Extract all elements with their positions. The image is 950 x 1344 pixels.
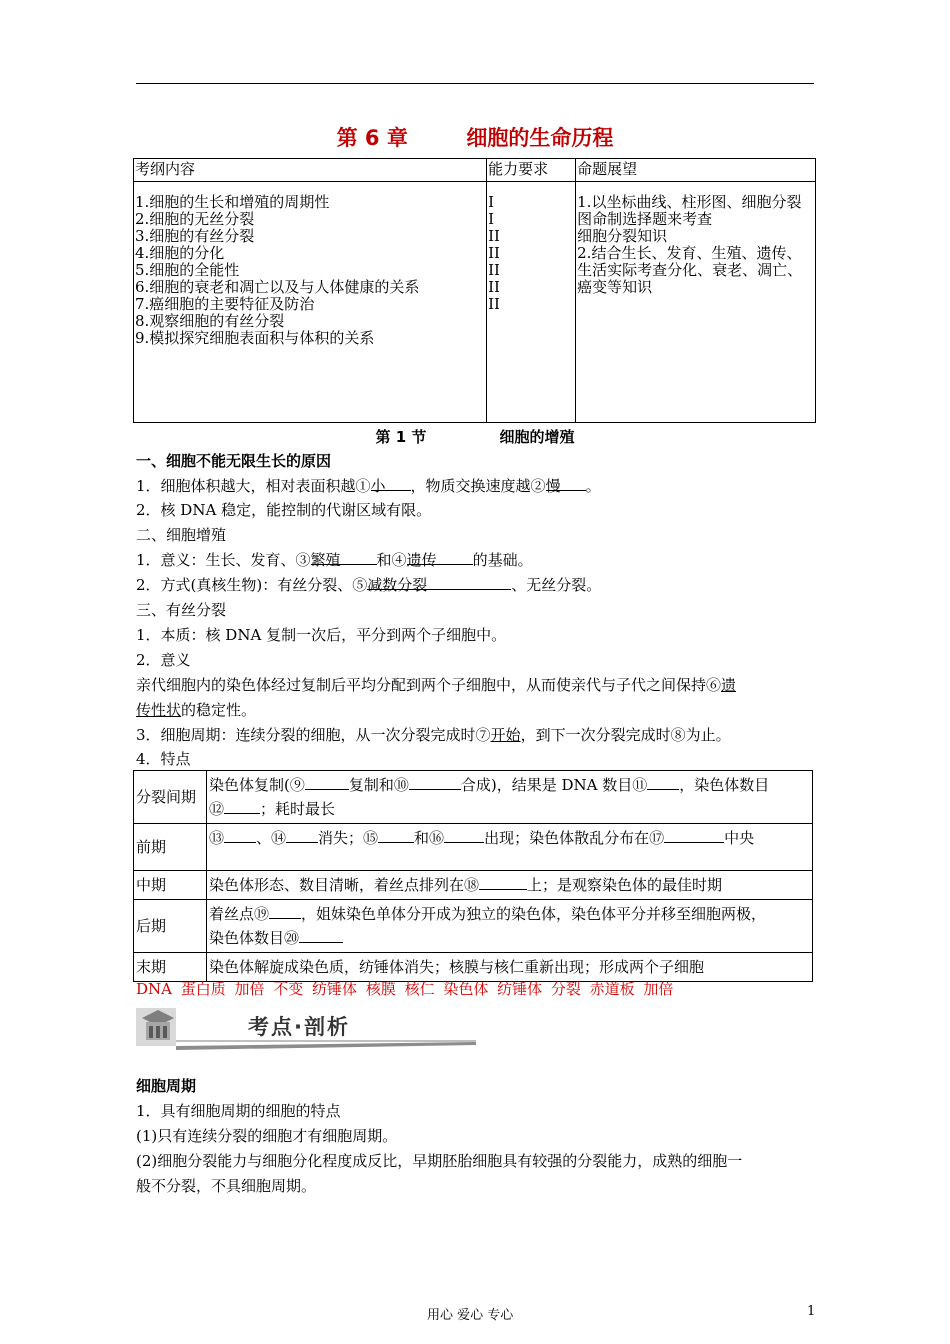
syllabus-item: 4.细胞的分化: [135, 244, 225, 262]
syllabus-item: 9.模拟探究细胞表面积与体积的关系: [135, 329, 375, 347]
answer-blank: 减数分裂: [367, 573, 511, 590]
heading-proliferation: 二、细胞增殖: [136, 526, 227, 544]
heading-growth-limit: 一、细胞不能无限生长的原因: [136, 452, 332, 470]
syllabus-outlook: [576, 182, 816, 423]
outlook-line: 1.以坐标曲线、柱形图、细胞分裂: [577, 193, 802, 211]
chapter-title: 第 6 章 细胞的生命历程: [336, 126, 614, 150]
level-item: I: [488, 193, 495, 211]
mitosis-line-2: 2．意义: [136, 651, 191, 669]
stage-anaphase: 后期: [134, 900, 207, 953]
syllabus-contents: [134, 182, 487, 423]
table-row: [134, 824, 813, 871]
analysis-line-2: (1)只有连续分裂的细胞才有细胞周期。: [136, 1127, 398, 1145]
proliferation-line-1: 1．意义：生长、发育、③繁殖 和④遗传 的基础。: [136, 548, 816, 572]
outlook-line: 细胞分裂知识: [577, 227, 668, 245]
syllabus-item: 5.细胞的全能性: [135, 261, 240, 279]
syllabus-item: 2.细胞的无丝分裂: [135, 210, 255, 228]
outlook-line: 生活实际考查分化、衰老、凋亡、: [577, 261, 803, 279]
syllabus-item: 3.细胞的有丝分裂: [135, 227, 255, 245]
mitosis-line-4: 传性状的稳定性。: [136, 701, 257, 719]
stage-metaphase: 中期: [134, 871, 207, 900]
syllabus-item: 8.观察细胞的有丝分裂: [135, 312, 285, 330]
analysis-line-4: 般不分裂，不具细胞周期。: [136, 1177, 317, 1195]
banner-title: 考点·剖析: [248, 1015, 350, 1039]
syllabus-item: 1.细胞的生长和增殖的周期性: [135, 193, 330, 211]
syllabus-item: 6.细胞的衰老和凋亡以及与人体健康的关系: [135, 278, 420, 296]
heading-mitosis: 三、有丝分裂: [136, 601, 227, 619]
header-rule: [136, 83, 814, 84]
mitosis-line-5: 3．细胞周期：连续分裂的细胞，从一次分裂完成时⑦开始，到下一次分裂完成时⑧为止。: [136, 726, 731, 744]
outlook-line: 癌变等知识: [577, 278, 653, 296]
table-row: [134, 871, 813, 900]
proliferation-line-2: 2．方式(真核生物)：有丝分裂、⑤减数分裂 、无丝分裂。: [136, 573, 816, 597]
stage-prophase: 前期: [134, 824, 207, 871]
page-number: 1: [807, 1304, 816, 1319]
answer-blank: 遗传: [407, 548, 473, 565]
stage-interphase: 分裂间期: [134, 771, 207, 824]
header-ability: 能力要求: [487, 159, 576, 182]
heading-cell-cycle: 细胞周期: [136, 1077, 197, 1095]
outlook-line: 2.结合生长、发育、生殖、遗传、: [577, 244, 802, 262]
table-row: [134, 900, 813, 953]
mitosis-features-table: [133, 770, 813, 982]
section-title: 第 1 节 细胞的增殖: [375, 428, 575, 446]
header-outlook: 命题展望: [576, 159, 816, 182]
header-content: 考纲内容: [134, 159, 487, 182]
table-row: [134, 771, 813, 824]
analysis-line-1: 1．具有细胞周期的细胞的特点: [136, 1102, 341, 1120]
analysis-line-3: (2)细胞分裂能力与细胞分化程度成反比，早期胚胎细胞具有较强的分裂能力，成熟的细胞一: [136, 1152, 743, 1170]
level-item: II: [488, 244, 500, 262]
outlook-line: 图命制选择题来考查: [577, 210, 713, 228]
stage-desc: 染色体复制(⑨ 复制和⑩ 合成)，结果是 DNA 数目⑪ ，染色体数目 ⑫ ；耗时最长: [207, 771, 813, 824]
level-item: II: [488, 295, 500, 313]
footer-slogan: 用心 爱心 专心: [427, 1308, 514, 1323]
answer-blank: 慢: [546, 474, 586, 491]
stage-desc: ⑬ 、⑭ 消失；⑮ 和⑯ 出现；染色体散乱分布在⑰ 中央: [207, 824, 813, 871]
level-item: I: [488, 210, 495, 228]
level-item: II: [488, 227, 500, 245]
stage-desc: 染色体解旋成染色质，纺锤体消失；核膜与核仁重新出现；形成两个子细胞: [207, 953, 813, 982]
mitosis-line-6: 4．特点: [136, 750, 191, 768]
growth-limit-line-1: 1．细胞体积越大，相对表面积越①小 ，物质交换速度越②慢 。: [136, 474, 816, 498]
growth-limit-line-2: 2．核 DNA 稳定，能控制的代谢区域有限。: [136, 501, 432, 519]
stage-telophase: 末期: [134, 953, 207, 982]
mitosis-line-1: 1．本质：核 DNA 复制一次后，平分到两个子细胞中。: [136, 626, 507, 644]
mitosis-line-3: 亲代细胞内的染色体经过复制后平均分配到两个子细胞中，从而使亲代与子代之间保持⑥遗: [136, 676, 737, 694]
answer-blank: 小: [371, 474, 411, 491]
stage-desc: 染色体形态、数目清晰，着丝点排列在⑱ 上；是观察染色体的最佳时期: [207, 871, 813, 900]
syllabus-levels: [487, 182, 576, 423]
level-item: II: [488, 261, 500, 279]
syllabus-item: 7.癌细胞的主要特征及防治: [135, 295, 315, 313]
syllabus-table: [133, 158, 816, 423]
stage-desc: 着丝点⑲ ，姐妹染色单体分开成为独立的染色体，染色体平分并移至细胞两极， 染色体数目⑳: [207, 900, 813, 953]
answer-bank: DNA 蛋白质 加倍 不变 纺锤体 核膜 核仁 染色体 纺锤体 分裂 赤道板 加倍: [136, 980, 674, 998]
answer-blank: 繁殖: [311, 548, 377, 565]
level-item: II: [488, 278, 500, 296]
